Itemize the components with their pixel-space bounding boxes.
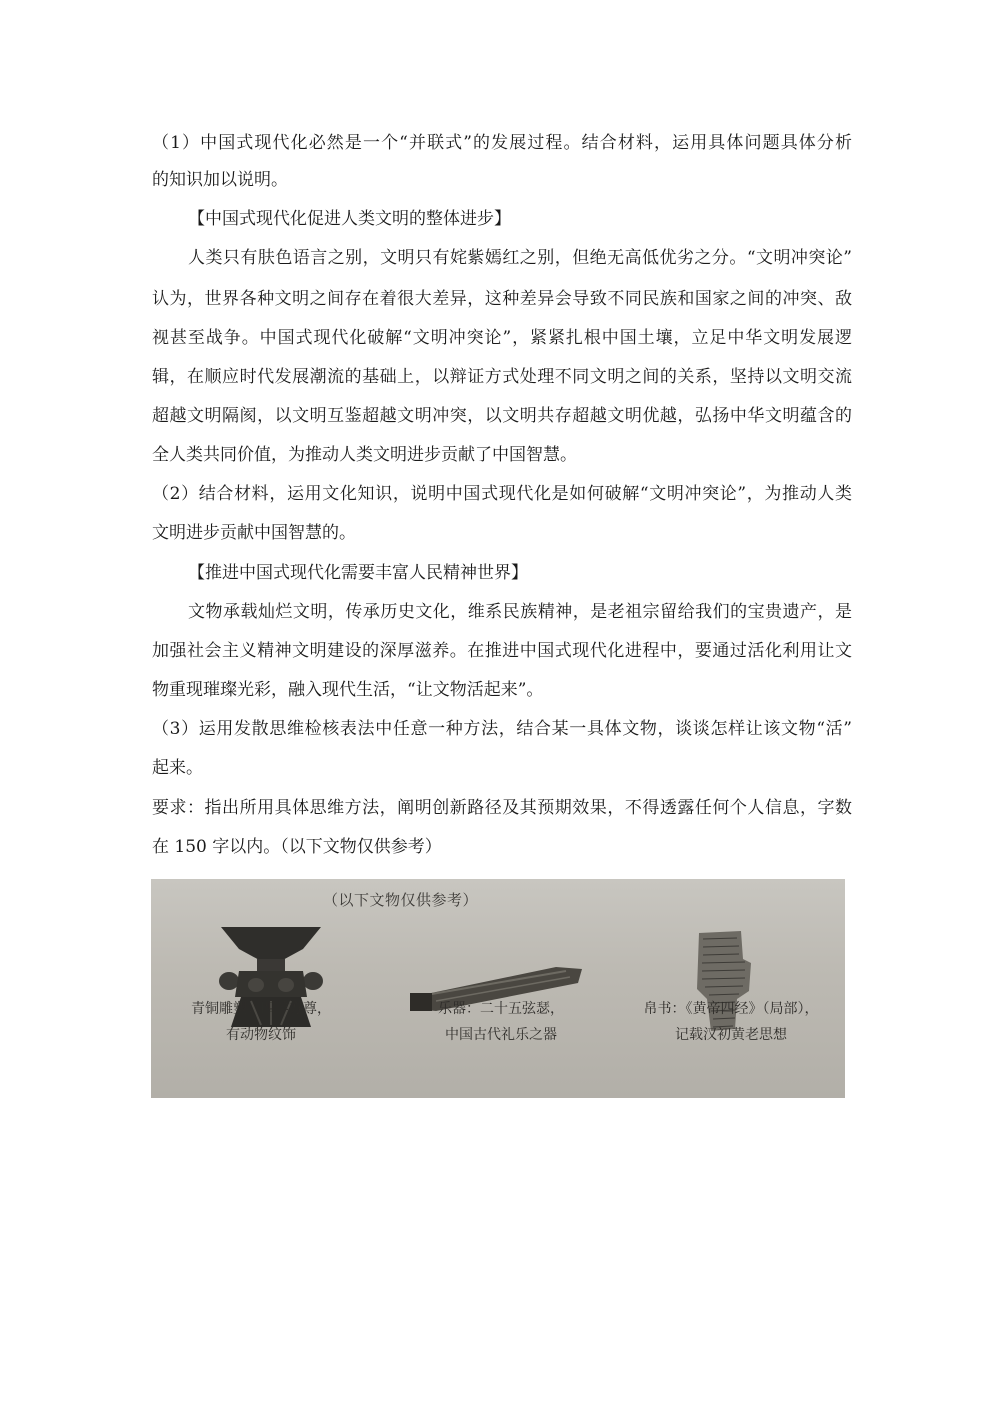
material-1-line-5: 超越文明隔阂，以文明互鉴超越文明冲突，以文明共存超越文明优越，弘扬中华文明蕴含的 [152, 406, 852, 426]
question-3-line-2: 起来。 [152, 758, 203, 778]
caption-1-line-1: 青铜雕塑：四羊方尊， [191, 1001, 331, 1017]
material-1-line-1: 人类只有肤色语言之别，文明只有姹紫嫣红之别，但绝无高低优劣之分。“文明冲突论” [188, 248, 852, 268]
requirement-line-2: 在 150 字以内。（以下文物仅供参考） [152, 837, 442, 857]
caption-2-line-2: 中国古代礼乐之器 [445, 1027, 557, 1043]
material-1-line-3: 视甚至战争。中国式现代化破解“文明冲突论”，紧紧扎根中国土壤，立足中华文明发展逻 [152, 328, 852, 348]
material-2-line-1: 文物承载灿烂文明，传承历史文化，维系民族精神，是老祖宗留给我们的宝贵遗产，是 [188, 602, 852, 622]
question-1-line-1: （1）中国式现代化必然是一个“并联式”的发展过程。结合材料，运用具体问题具体分析 [152, 133, 852, 153]
caption-3-line-1: 帛书：《黄帝四经》（局部）， [643, 1001, 819, 1017]
requirement-line-1: 要求：指出所用具体思维方法，阐明创新路径及其预期效果，不得透露任何个人信息，字数 [152, 798, 852, 818]
material-1-line-4: 辑，在顺应时代发展潮流的基础上，以辩证方式处理不同文明之间的关系，坚持以文明交流 [152, 367, 852, 387]
question-1-line-2: 的知识加以说明。 [152, 170, 288, 190]
question-3-line-1: （3）运用发散思维检核表法中任意一种方法，结合某一具体文物，谈谈怎样让该文物“活” [152, 719, 852, 739]
material-1-line-6: 全人类共同价值，为推动人类文明进步贡献了中国智慧。 [152, 445, 577, 465]
caption-3-line-2: 记载汉初黄老思想 [675, 1027, 787, 1043]
question-2-line-2: 文明进步贡献中国智慧的。 [152, 523, 356, 543]
material-2-line-2: 加强社会主义精神文明建设的深厚滋养。在推进中国式现代化进程中，要通过活化利用让文 [152, 641, 852, 661]
artifacts-photo [151, 879, 845, 1098]
photo-header: （以下文物仅供参考） [323, 891, 479, 909]
question-2-line-1: （2）结合材料，运用文化知识，说明中国式现代化是如何破解“文明冲突论”，为推动人类 [152, 484, 852, 504]
material-2-line-3: 物重现璀璨光彩，融入现代生活，“让文物活起来”。 [152, 680, 544, 700]
material-1-line-2: 认为，世界各种文明之间存在着很大差异，这种差异会导致不同民族和国家之间的冲突、敌 [152, 289, 852, 309]
section-heading-1: 【中国式现代化促进人类文明的整体进步】 [188, 209, 511, 229]
silk-manuscript-image [693, 929, 753, 1034]
section-heading-2: 【推进中国式现代化需要丰富人民精神世界】 [188, 563, 528, 583]
caption-2-line-1: 乐器：二十五弦瑟， [438, 1001, 564, 1017]
caption-1-line-2: 有动物纹饰 [226, 1027, 296, 1043]
